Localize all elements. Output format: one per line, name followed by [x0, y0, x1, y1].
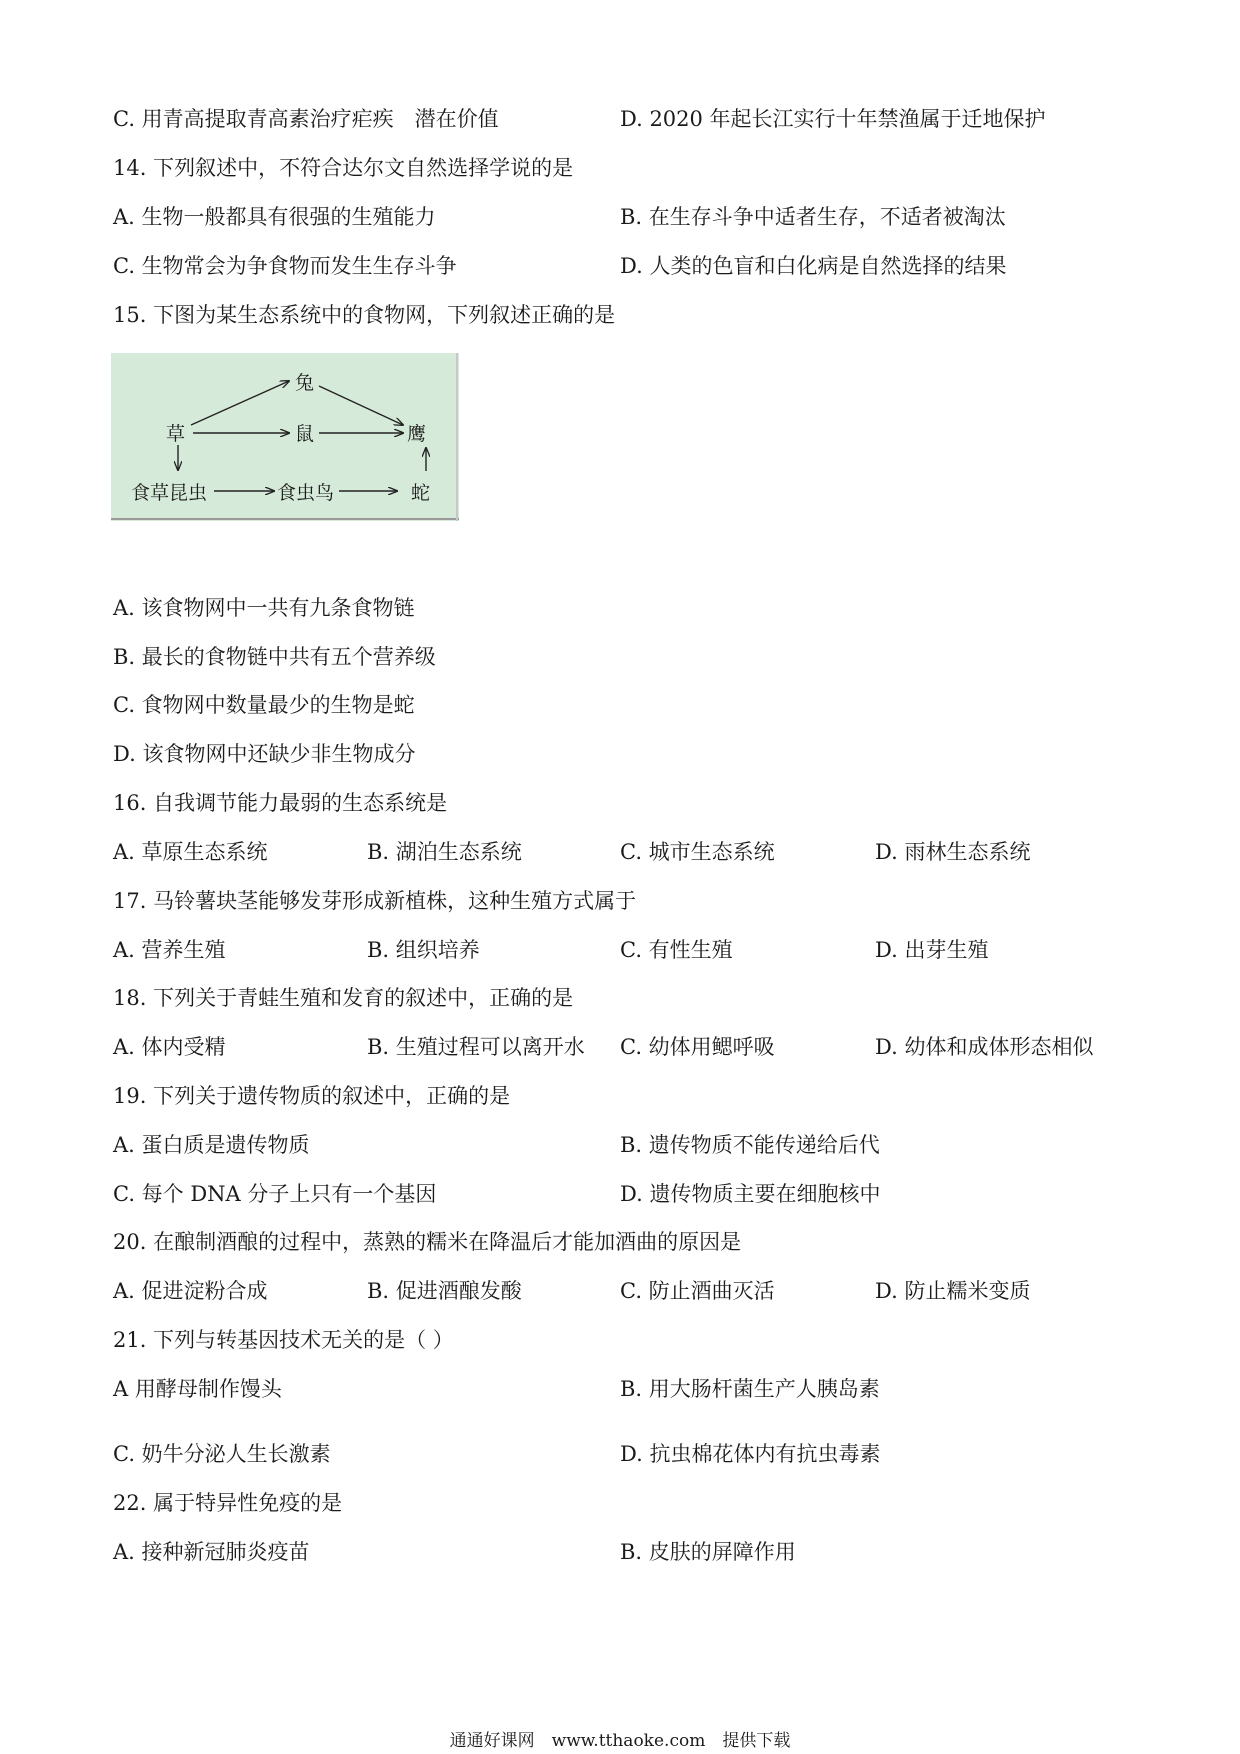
- q19-option-b: B. 遗传物质不能传递给后代: [620, 1133, 880, 1157]
- q21-option-d: D. 抗虫棉花体内有抗虫毒素: [620, 1442, 881, 1466]
- q18-option-b: B. 生殖过程可以离开水: [367, 1035, 585, 1059]
- q18-option-a: A. 体内受精: [113, 1035, 226, 1059]
- q17-option-b: B. 组织培养: [367, 938, 480, 962]
- q15-option-a: A. 该食物网中一共有九条食物链: [113, 596, 415, 620]
- q17-option-a: A. 营养生殖: [113, 938, 226, 962]
- q17-option-c: C. 有性生殖: [620, 938, 733, 962]
- q19-option-a: A. 蛋白质是遗传物质: [113, 1133, 310, 1157]
- q18-option-d: D. 幼体和成体形态相似: [875, 1035, 1094, 1059]
- q17-stem: 17. 马铃薯块茎能够发芽形成新植株，这种生殖方式属于: [113, 889, 637, 913]
- node-snake: 蛇: [411, 482, 431, 504]
- q14-option-a: A. 生物一般都具有很强的生殖能力: [113, 205, 436, 229]
- q22-option-b: B. 皮肤的屏障作用: [620, 1540, 796, 1564]
- food-web-diagram: [111, 353, 459, 521]
- q22-stem: 22. 属于特异性免疫的是: [113, 1491, 343, 1515]
- q15-stem: 15. 下图为某生态系统中的食物网，下列叙述正确的是: [113, 303, 616, 327]
- q18-option-c: C. 幼体用鳃呼吸: [620, 1035, 775, 1059]
- q15-option-d: D. 该食物网中还缺少非生物成分: [113, 742, 416, 766]
- node-bird: 食虫鸟: [277, 482, 335, 504]
- q16-option-c: C. 城市生态系统: [620, 840, 775, 864]
- node-rabbit: 兔: [295, 372, 315, 394]
- node-hawk: 鹰: [407, 423, 427, 445]
- q19-option-c: C. 每个 DNA 分子上只有一个基因: [113, 1182, 437, 1206]
- q20-option-b: B. 促进酒酿发酸: [367, 1279, 522, 1303]
- q16-option-a: A. 草原生态系统: [113, 840, 268, 864]
- q16-option-d: D. 雨林生态系统: [875, 840, 1031, 864]
- q14-option-c: C. 生物常会为争食物而发生生存斗争: [113, 254, 457, 278]
- q20-option-a: A. 促进淀粉合成: [113, 1279, 268, 1303]
- q15-option-c: C. 食物网中数量最少的生物是蛇: [113, 693, 415, 717]
- q18-stem: 18. 下列关于青蛙生殖和发育的叙述中，正确的是: [113, 986, 574, 1010]
- q20-option-d: D. 防止糯米变质: [875, 1279, 1031, 1303]
- q13-option-c: C. 用青高提取青高素治疗疟疾 潜在价值: [113, 107, 499, 131]
- q14-option-d: D. 人类的色盲和白化病是自然选择的结果: [620, 254, 1007, 278]
- q19-option-d: D. 遗传物质主要在细胞核中: [620, 1182, 881, 1206]
- node-insect: 食草昆虫: [131, 482, 208, 504]
- q22-option-a: A. 接种新冠肺炎疫苗: [113, 1540, 310, 1564]
- q17-option-d: D. 出芽生殖: [875, 938, 989, 962]
- node-mouse: 鼠: [295, 423, 315, 445]
- q15-option-b: B. 最长的食物链中共有五个营养级: [113, 645, 436, 669]
- q19-stem: 19. 下列关于遗传物质的叙述中，正确的是: [113, 1084, 511, 1108]
- q21-stem: 21. 下列与转基因技术无关的是（ ）: [113, 1328, 454, 1352]
- q14-stem: 14. 下列叙述中，不符合达尔文自然选择学说的是: [113, 156, 574, 180]
- node-grass: 草: [166, 423, 186, 445]
- q20-option-c: C. 防止酒曲灭活: [620, 1279, 775, 1303]
- q16-option-b: B. 湖泊生态系统: [367, 840, 522, 864]
- q21-option-c: C. 奶牛分泌人生长激素: [113, 1442, 331, 1466]
- q21-option-a: A 用酵母制作馒头: [113, 1377, 282, 1401]
- q14-option-b: B. 在生存斗争中适者生存，不适者被淘汰: [620, 205, 1006, 229]
- q16-stem: 16. 自我调节能力最弱的生态系统是: [113, 791, 448, 815]
- q13-option-d: D. 2020 年起长江实行十年禁渔属于迁地保护: [620, 107, 1046, 131]
- page-footer: 通通好课网 www.tthaoke.com 提供下载: [449, 1731, 791, 1751]
- q21-option-b: B. 用大肠杆菌生产人胰岛素: [620, 1377, 880, 1401]
- q20-stem: 20. 在酿制酒酿的过程中，蒸熟的糯米在降温后才能加酒曲的原因是: [113, 1230, 742, 1254]
